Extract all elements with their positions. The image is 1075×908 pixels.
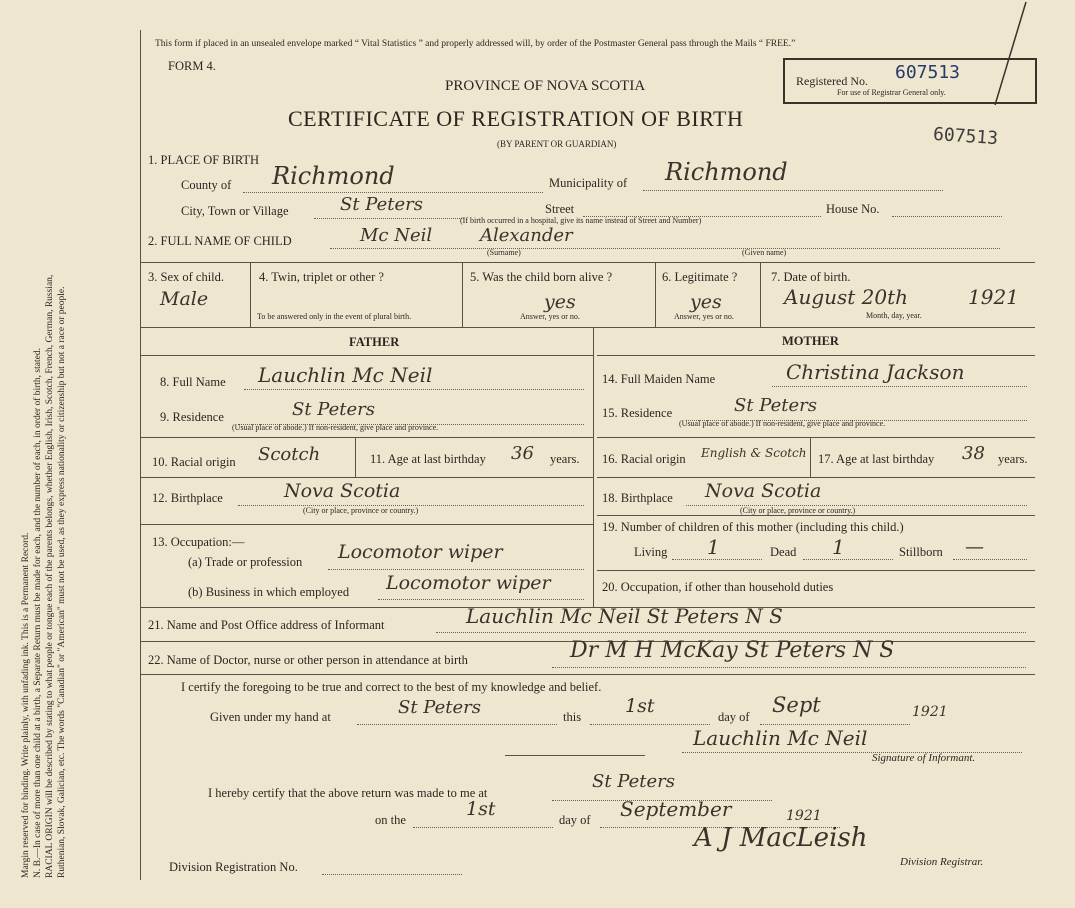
registered-number: 607513 — [895, 62, 961, 83]
registrar-use-note: For use of Registrar General only. — [837, 88, 946, 97]
given-under-label: Given under my hand at — [210, 710, 331, 724]
day-of-label: day of — [718, 710, 750, 724]
registrar-signature: A J MacLeish — [694, 823, 868, 853]
rule-short-divider — [505, 755, 645, 756]
given-place-line — [357, 724, 557, 725]
mother-racial-label: 16. Racial origin — [602, 452, 686, 466]
father-heading: FATHER — [349, 335, 400, 349]
rule-col-3 — [655, 262, 656, 327]
father-birthplace-caption: (City or place, province or country.) — [303, 506, 419, 515]
division-registration-label: Division Registration No. — [169, 860, 298, 874]
dead-label: Dead — [770, 545, 797, 559]
surname-caption: (Surname) — [487, 248, 521, 257]
father-birthplace-label: 12. Birthplace — [152, 491, 223, 505]
father-name: Lauchlin Mc Neil — [258, 363, 433, 387]
living-line — [672, 559, 762, 560]
city-value: St Peters — [340, 194, 423, 215]
registrar-place: St Peters — [592, 771, 675, 792]
father-residence-label: 9. Residence — [160, 410, 224, 424]
given-month-line — [760, 724, 910, 725]
father-age-label: 11. Age at last birthday — [370, 452, 486, 466]
given-day-line — [590, 724, 710, 725]
informant-label: 21. Name and Post Office address of Informant — [148, 618, 385, 632]
mother-birthplace-caption: (City or place, province or country.) — [740, 506, 856, 515]
stillborn-label: Stillborn — [899, 545, 943, 559]
father-racial-label: 10. Racial origin — [152, 455, 236, 469]
margin-note-1: Margin reserved for binding. Write plainly, with unfading ink. This is a Permanent Record. — [21, 532, 31, 878]
child-name-line — [330, 248, 1000, 249]
dead-value: 1 — [832, 535, 845, 559]
mother-birthplace-line — [686, 505, 1027, 506]
father-name-label: 8. Full Name — [160, 375, 226, 389]
rule-mother-occupation — [597, 570, 1035, 571]
rule-father-racial-bottom — [140, 477, 593, 478]
rule-mother-children — [597, 515, 1035, 516]
stillborn-line — [953, 559, 1027, 560]
margin-note-2: N. B.—In case of more than one child at a birth, a Separate Return must be made for each, and the number of each, in order of birth, stated. — [33, 348, 43, 878]
registrar-caption: Division Registrar. — [900, 856, 984, 868]
county-value: Richmond — [272, 162, 395, 190]
father-trade: Locomotor wiper — [338, 541, 503, 563]
city-line — [314, 218, 464, 219]
division-registration-line — [322, 874, 462, 875]
mother-residence: St Peters — [734, 395, 817, 416]
twin-note: To be answered only in the event of plural birth. — [257, 312, 412, 321]
mother-occupation-label: 20. Occupation, if other than household duties — [602, 580, 834, 594]
date-label: 7. Date of birth. — [771, 270, 851, 284]
mother-racial: English & Scotch — [701, 446, 807, 460]
given-month: Sept — [772, 693, 821, 717]
given-day: 1st — [625, 695, 655, 717]
father-age: 36 — [511, 443, 534, 464]
mother-years: years. — [998, 452, 1028, 466]
house-line — [892, 216, 1002, 217]
father-occupation-label: 13. Occupation:— — [152, 535, 245, 549]
rule-mother-heading — [597, 355, 1035, 356]
rule-mother-racial-divider — [810, 437, 811, 477]
given-caption: (Given name) — [742, 248, 787, 257]
doctor-line — [552, 667, 1026, 668]
stillborn-value: — — [965, 536, 984, 558]
mother-residence-label: 15. Residence — [602, 406, 673, 420]
rule-certification-top — [140, 674, 1035, 675]
ink-stroke — [990, 0, 1030, 110]
form-number: FORM 4. — [168, 59, 216, 73]
father-racial: Scotch — [258, 444, 321, 465]
informant-signature: Lauchlin Mc Neil — [693, 726, 868, 750]
house-label: House No. — [826, 202, 880, 216]
year-value: 1921 — [968, 285, 1019, 309]
alive-value: yes — [544, 291, 576, 313]
date-value: August 20th — [784, 285, 909, 309]
certificate-subtitle: (BY PARENT OR GUARDIAN) — [497, 139, 617, 149]
given-place: St Peters — [398, 697, 481, 718]
father-years: years. — [550, 452, 580, 466]
legit-value: yes — [690, 291, 722, 313]
mail-notice: This form if placed in an unsealed envelope marked “ Vital Statistics ” and properly addressed will, by order of the Postmaster General pass through the Mails “ FREE.” — [155, 39, 796, 49]
certificate-title: CERTIFICATE OF REGISTRATION OF BIRTH — [288, 106, 744, 131]
margin-note-4: Ruthenian, Slovak, Galician, etc. The words "Canadian" or "American" must not be used, as they express nationality or citizenship but not a race or people. — [57, 286, 67, 878]
rule-col-4 — [760, 262, 761, 327]
registrar-month: September — [620, 797, 732, 821]
municipality-value: Richmond — [665, 158, 788, 186]
child-surname: Mc Neil — [360, 225, 433, 246]
city-label: City, Town or Village — [181, 204, 289, 218]
rule-father-racial-top — [140, 437, 593, 438]
father-name-line — [244, 389, 584, 390]
doctor-value: Dr M H McKay St Peters N S — [570, 638, 895, 663]
registrar-year: 1921 — [786, 808, 822, 824]
registrar-day-line — [413, 827, 553, 828]
rule-col-1 — [250, 262, 251, 327]
father-residence: St Peters — [292, 399, 375, 420]
child-name-label: 2. FULL NAME OF CHILD — [148, 234, 292, 248]
binding-margin-rule — [140, 30, 141, 880]
father-business: Locomotor wiper — [386, 572, 551, 594]
stamped-number: 607513 — [932, 123, 999, 150]
mother-name: Christina Jackson — [786, 360, 965, 384]
living-label: Living — [634, 545, 668, 559]
municipality-line — [643, 190, 943, 191]
mother-age-label: 17. Age at last birthday — [818, 452, 935, 466]
rule-parents-divider — [593, 327, 594, 607]
date-caption: Month, day, year. — [866, 311, 922, 320]
mother-name-label: 14. Full Maiden Name — [602, 372, 716, 386]
margin-note-3: RACIAL ORIGIN will be described by stating to what people or tongue each of the parents belongs, whether English, Irish, Scotch, French, German, Russian, — [45, 274, 55, 878]
street-label: Street — [545, 202, 575, 216]
twin-label: 4. Twin, triplet or other ? — [259, 270, 384, 284]
rule-details-top — [140, 262, 1035, 263]
mother-birthplace: Nova Scotia — [705, 480, 822, 502]
registrar-statement: I hereby certify that the above return was made to me at — [208, 786, 488, 800]
this-label: this — [563, 710, 582, 724]
father-business-label: (b) Business in which employed — [188, 585, 350, 599]
informant-line — [436, 632, 1026, 633]
county-label: County of — [181, 178, 232, 192]
alive-caption: Answer, yes or no. — [520, 312, 580, 321]
signature-caption: Signature of Informant. — [872, 752, 976, 764]
rule-mother-racial-bottom — [597, 477, 1035, 478]
living-value: 1 — [707, 535, 720, 559]
registrar-day-of: day of — [559, 813, 591, 827]
father-business-line — [378, 599, 584, 600]
rule-col-2 — [462, 262, 463, 327]
legit-caption: Answer, yes or no. — [674, 312, 734, 321]
father-trade-line — [328, 569, 584, 570]
municipality-label: Municipality of — [549, 176, 628, 190]
registered-label: Registered No. — [796, 74, 868, 88]
county-line — [243, 192, 543, 193]
mother-heading: MOTHER — [782, 334, 839, 348]
mother-birthplace-label: 18. Birthplace — [602, 491, 673, 505]
rule-mother-racial-top — [597, 437, 1035, 438]
hospital-note: (If birth occurred in a hospital, give its name instead of Street and Number) — [460, 216, 702, 225]
informant-value: Lauchlin Mc Neil St Peters N S — [466, 604, 783, 628]
mother-name-line — [772, 386, 1027, 387]
place-heading: 1. PLACE OF BIRTH — [148, 153, 260, 167]
sex-label: 3. Sex of child. — [148, 270, 225, 284]
mother-children-label: 19. Number of children of this mother (including this child.) — [602, 520, 904, 534]
father-residence-caption: (Usual place of abode.) If non-resident, give place and province. — [232, 423, 439, 432]
rule-father-occupation — [140, 524, 593, 525]
sex-value: Male — [160, 288, 209, 310]
dead-line — [803, 559, 893, 560]
rule-father-racial-divider — [355, 437, 356, 477]
doctor-label: 22. Name of Doctor, nurse or other person in attendance at birth — [148, 653, 468, 667]
registrar-day: 1st — [466, 798, 496, 820]
father-trade-label: (a) Trade or profession — [188, 555, 303, 569]
rule-details-bottom — [140, 327, 1035, 328]
margin-notes — [20, 28, 68, 878]
alive-label: 5. Was the child born alive ? — [470, 270, 613, 284]
mother-residence-caption: (Usual place of abode.) If non-resident, give place and province. — [679, 419, 886, 428]
rule-father-heading — [140, 355, 593, 356]
legit-label: 6. Legitimate ? — [662, 270, 738, 284]
on-the-label: on the — [375, 813, 406, 827]
father-birthplace: Nova Scotia — [284, 480, 401, 502]
given-year: 1921 — [912, 704, 948, 720]
province-title: PROVINCE OF NOVA SCOTIA — [445, 78, 646, 94]
certify-statement: I certify the foregoing to be true and correct to the best of my knowledge and belief. — [181, 680, 602, 694]
mother-age: 38 — [962, 443, 985, 464]
child-given-name: Alexander — [480, 225, 573, 246]
